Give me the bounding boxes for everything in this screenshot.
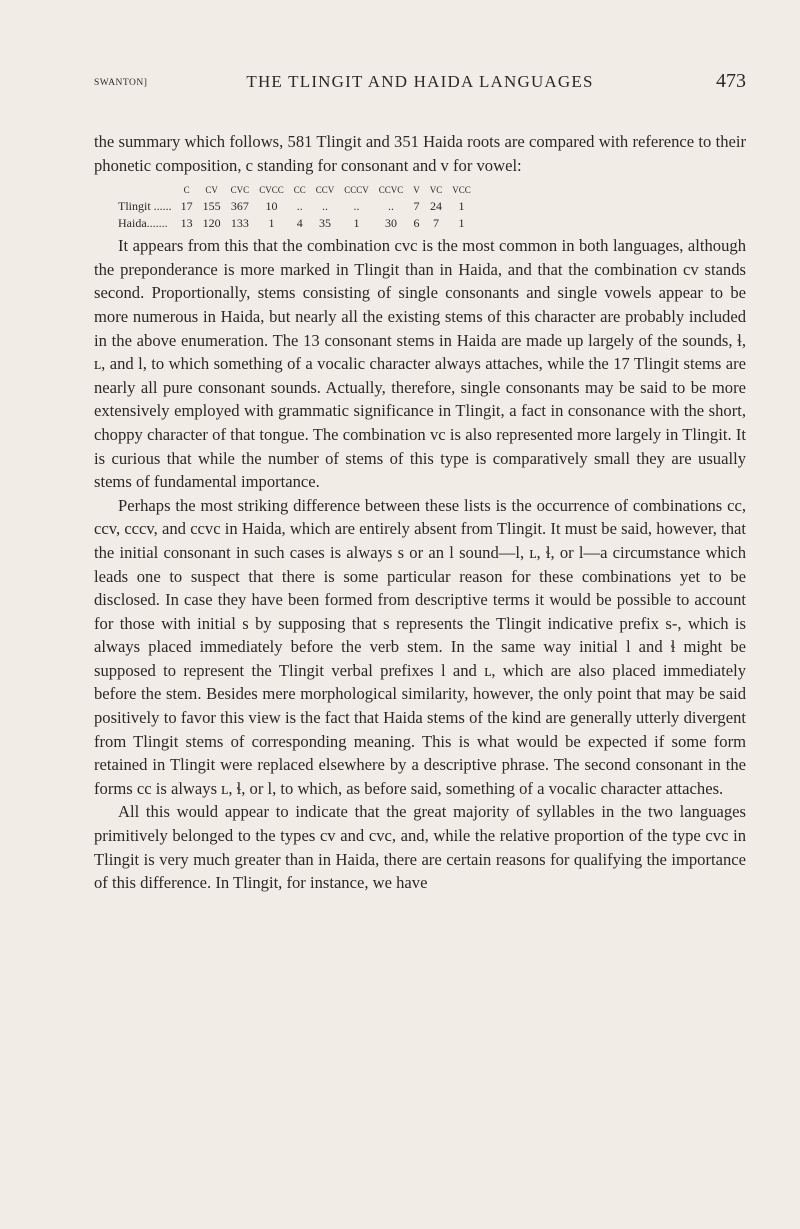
row-label: Haida....... [118,216,168,231]
table-cell: 133 [230,216,249,231]
running-header [94,70,746,100]
column-header: v [413,182,420,197]
table-cell: .. [321,199,328,214]
table-header-row [118,181,476,198]
table-cell: 4 [296,216,303,231]
table-cell: 367 [230,199,249,214]
table-cell: .. [353,199,360,214]
running-head-author: SWANTON] [94,78,148,88]
table-cell: 1 [268,216,275,231]
column-header: vc [429,182,443,197]
column-header: cccv [344,182,369,197]
table-cell: 155 [202,199,221,214]
column-header: cvcc [259,182,284,197]
running-head-title: THE TLINGIT AND HAIDA LANGUAGES [246,72,594,91]
intro-paragraph: the summary which follows, 581 Tlingit and 351 Haida roots are compared with reference to their phonetic composition, c standing for consonant and v for vowel: [94,132,746,175]
table-corner [118,181,176,198]
table-cell: 24 [430,199,443,214]
table-cell: 13 [180,216,193,231]
row-label: Tlingit ...... [118,199,172,214]
table-cell: 17 [180,199,193,214]
table-cell: 7 [413,199,420,214]
table-cell: .. [388,199,394,214]
paragraph: It appears from this that the combination cvc is the most common in both languages, although the preponderance is more marked in Tlingit than in Haida, and that the combination cv stands second. Proportionally, stems consisting of single consonants and single vowels appear to be more numerous in Haida, but nearly all the existing stems of this character are probably included in the above enumeration. The 13 consonant stems in Haida are made up largely of the sounds, ɬ, ʟ, and l, to which something of a vocalic character always attaches, while the 17 Tlingit stems are nearly all pure consonant sounds. Actually, therefore, single consonants may be said to be more extensively employed with grammatic significance in Tlingit, a fact in consonance with the short, choppy character of that tongue. The combination vc is also represented more largely in Tlingit. It is curious that while the number of stems of this type is comparatively small they are usually stems of fundamental importance. [94,236,746,492]
body-text [94,130,746,895]
column-header: cc [293,182,306,197]
table-cell: 120 [202,216,221,231]
paragraph: Perhaps the most striking difference between these lists is the occurrence of combinations cc, ccv, cccv, and ccvc in Haida, which are entirely absent from Tlingit. It must be said, however, that the initial consonant in such cases is always s or an l sound—l, ʟ, ɬ, or l—a circumstance which leads one to suspect that there is some particular reason for these combinations yet to be disclosed. In case they have been formed from descriptive terms it would be possible to account for those with initial s by supposing that s represents the Tlingit indicative prefix s-, which is always placed immediately before the verb stem. In the same way initial l and ɬ might be supposed to represent the Tlingit verbal prefixes l and ʟ, which are also placed immediately before the stem. Besides mere morphological similarity, however, the only point that may be said positively to favor this view is the fact that Haida stems of the kind are generally utterly divergent from Tlingit stems of corresponding meaning. This is what would be expected if some form retained in Tlingit were replaced elsewhere by a descriptive phrase. The second consonant in the forms cc is always ʟ, ɬ, or l, to which, as before said, something of a vocalic character attaches. [94,495,746,798]
root-composition-table [118,181,476,232]
column-header: ccv [315,182,335,197]
column-header: cv [205,182,218,197]
table-cell: 35 [318,216,331,231]
column-header: c [183,182,190,197]
page-number: 473 [716,70,746,92]
table-cell: 30 [385,216,397,231]
table-row-tlingit [118,198,476,215]
table-cell: 1 [458,199,465,214]
table-cell: 1 [458,216,465,231]
table-cell: 1 [353,216,360,231]
column-header: vcc [452,182,471,197]
column-header: cvc [230,182,250,197]
column-header: ccvc [378,182,404,197]
table-cell: 7 [433,216,440,231]
paragraph: All this would appear to indicate that the great majority of syllables in the two languages primitively belonged to the types cv and cvc, and, while the relative proportion of the type cvc in Tlingit is very much greater than in Haida, there are certain reasons for qualifying the importance of this difference. In Tlingit, for instance, we have [94,802,746,893]
table-cell: .. [296,199,303,214]
table-cell: 10 [265,199,278,214]
table-cell: 6 [413,216,420,231]
table-row-haida [118,215,476,232]
